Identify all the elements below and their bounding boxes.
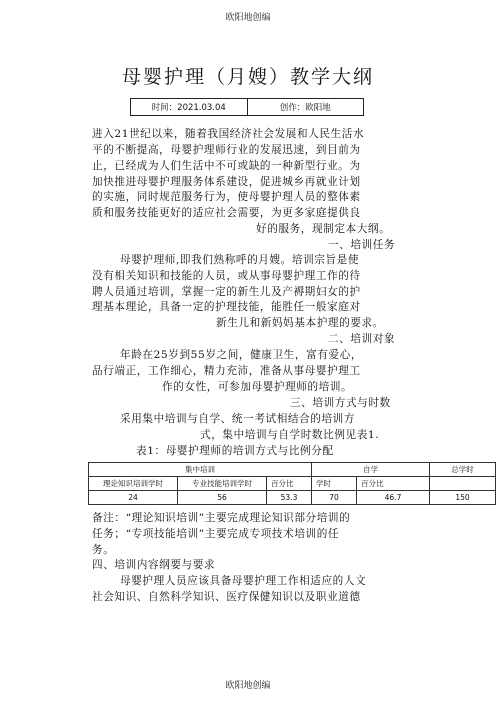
section-line: 理基本理论，具备一定的护理技能，能胜任一般家庭对 <box>92 301 361 313</box>
intro-line: 止，已经成为人们生活中不可或缺的一种新型行业。为 <box>92 160 361 172</box>
table-subheader: 百分比 <box>357 477 430 491</box>
meta-time: 时间：2021.03.04 <box>131 99 248 115</box>
document-title: 母婴护理（月嫂）教学大纲 <box>121 66 374 88</box>
section-heading: 一、培训任务 <box>328 239 396 251</box>
table-subheader-empty <box>430 477 496 491</box>
meta-box <box>130 98 364 116</box>
section-line: 新生儿和新妈妈基本护理的要求。 <box>216 317 384 329</box>
section-line: 聘人员通过培训，掌握一定的新生儿及产褥期妇女的护 <box>92 286 361 298</box>
intro-line: 的实施，同时规范服务行为，使母婴护理人员的整体素 <box>92 191 361 203</box>
intro-line: 质和服务技能更好的适应社会需要，为更多家庭提供良 <box>92 207 361 219</box>
table-row <box>89 463 496 477</box>
page-header: 欧阳地创编 <box>225 13 271 23</box>
table-cell: 70 <box>312 491 357 505</box>
table-cell: 150 <box>430 491 496 505</box>
note-line: 务。 <box>92 544 115 556</box>
table-group-header: 总学时 <box>430 463 496 477</box>
section-line: 没有相关知识和技能的人员，或从事母婴护理工作的待 <box>92 270 361 282</box>
table-subheader: 学时 <box>312 477 357 491</box>
meta-author: 创作：欧阳地 <box>279 103 331 113</box>
table-cell: 24 <box>89 491 178 505</box>
table-group-header: 集中培训 <box>89 463 312 477</box>
section-line: 采用集中培训与自学、统一考试相结合的培训方 <box>120 413 356 425</box>
table-subheader: 百分比 <box>267 477 312 491</box>
table-cell: 53.3 <box>267 491 312 505</box>
note-line: 备注：“理论知识培训”主要完成理论知识部分培训的 <box>92 512 351 524</box>
section-line: 作的女性，可参加母婴护理师的培训。 <box>162 381 353 393</box>
section-heading: 二、培训对象 <box>328 333 396 345</box>
table-caption: 表1：母婴护理师的培训方式与比例分配 <box>136 445 334 457</box>
section-line: 母婴护理师,即我们熟称呼的月嫂。培训宗旨是使 <box>120 254 360 266</box>
page-footer: 欧阳地创编 <box>225 681 271 691</box>
table-row <box>89 477 496 491</box>
section-line: 年龄在25岁到55岁之间，健康卫生，富有爱心， <box>120 349 363 361</box>
section-heading: 四、培训内容纲要与要求 <box>92 559 216 571</box>
section-heading: 三、培训方式与时数 <box>290 397 391 409</box>
intro-line: 进入21世纪以来，随着我国经济社会发展和人民生活水 <box>92 128 365 140</box>
intro-line: 平的不断提高，母婴护理师行业的发展迅速，到目前为 <box>92 144 361 156</box>
intro-line: 加快推进母婴护理服务体系建设，促进城乡再就业计划 <box>92 176 361 188</box>
section-line: 式，集中培训与自学时数比例见表1. <box>200 429 380 441</box>
table-cell: 46.7 <box>357 491 430 505</box>
table-cell: 56 <box>178 491 267 505</box>
note-line: 任务；“专项技能培训”主要完成专项技术培训的任 <box>92 528 340 540</box>
section-line: 品行端正，工作细心，精力充沛，准备从事母婴护理工 <box>92 365 361 377</box>
section-line: 社会知识、自然科学知识、医疗保健知识以及职业道德 <box>92 591 361 603</box>
training-table <box>88 462 496 505</box>
intro-line: 好的服务，现制定本大纲。 <box>256 223 391 235</box>
table-subheader: 理论知识培训学时 <box>89 477 178 491</box>
table-subheader: 专业技能培训学时 <box>178 477 267 491</box>
table-row <box>89 491 496 505</box>
section-line: 母婴护理人员应该具备母婴护理工作相适应的人文 <box>120 575 367 587</box>
table-group-header: 自学 <box>312 463 430 477</box>
